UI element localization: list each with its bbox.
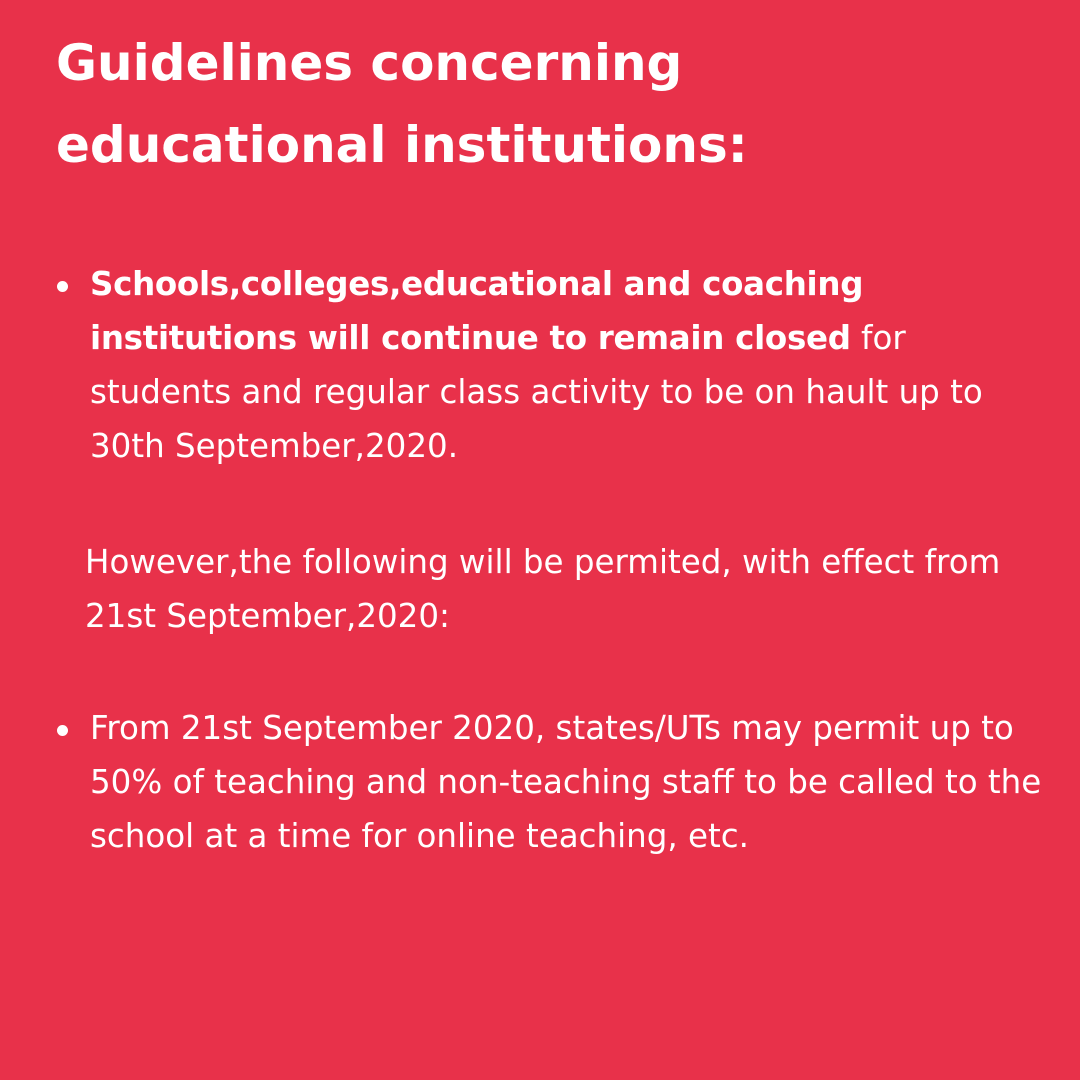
bullet-closure-rest: for students and regular class activity to be on hault up to 30th September,2020. [90,319,983,465]
bullet-staff [90,701,1055,863]
however-note: However,the following will be permited, with effect from 21st September,2020: [85,543,1001,635]
title-line-2: educational institutions: [56,116,748,174]
bullet-dot-icon [57,725,68,736]
page-title [56,22,1046,186]
bullet-staff-text: From 21st September 2020, states/UTs may permit up to 50% of teaching and non-teaching staff to be called to the school at a time for online teaching, etc. [90,709,1042,855]
title-line-1: Guidelines concerning [56,34,683,92]
bullet-dot-icon [57,281,68,292]
bullet-closure [90,257,1055,473]
bullet-closure-bold: Schools,colleges,educational and coaching institutions will continue to remain closed [90,265,864,357]
